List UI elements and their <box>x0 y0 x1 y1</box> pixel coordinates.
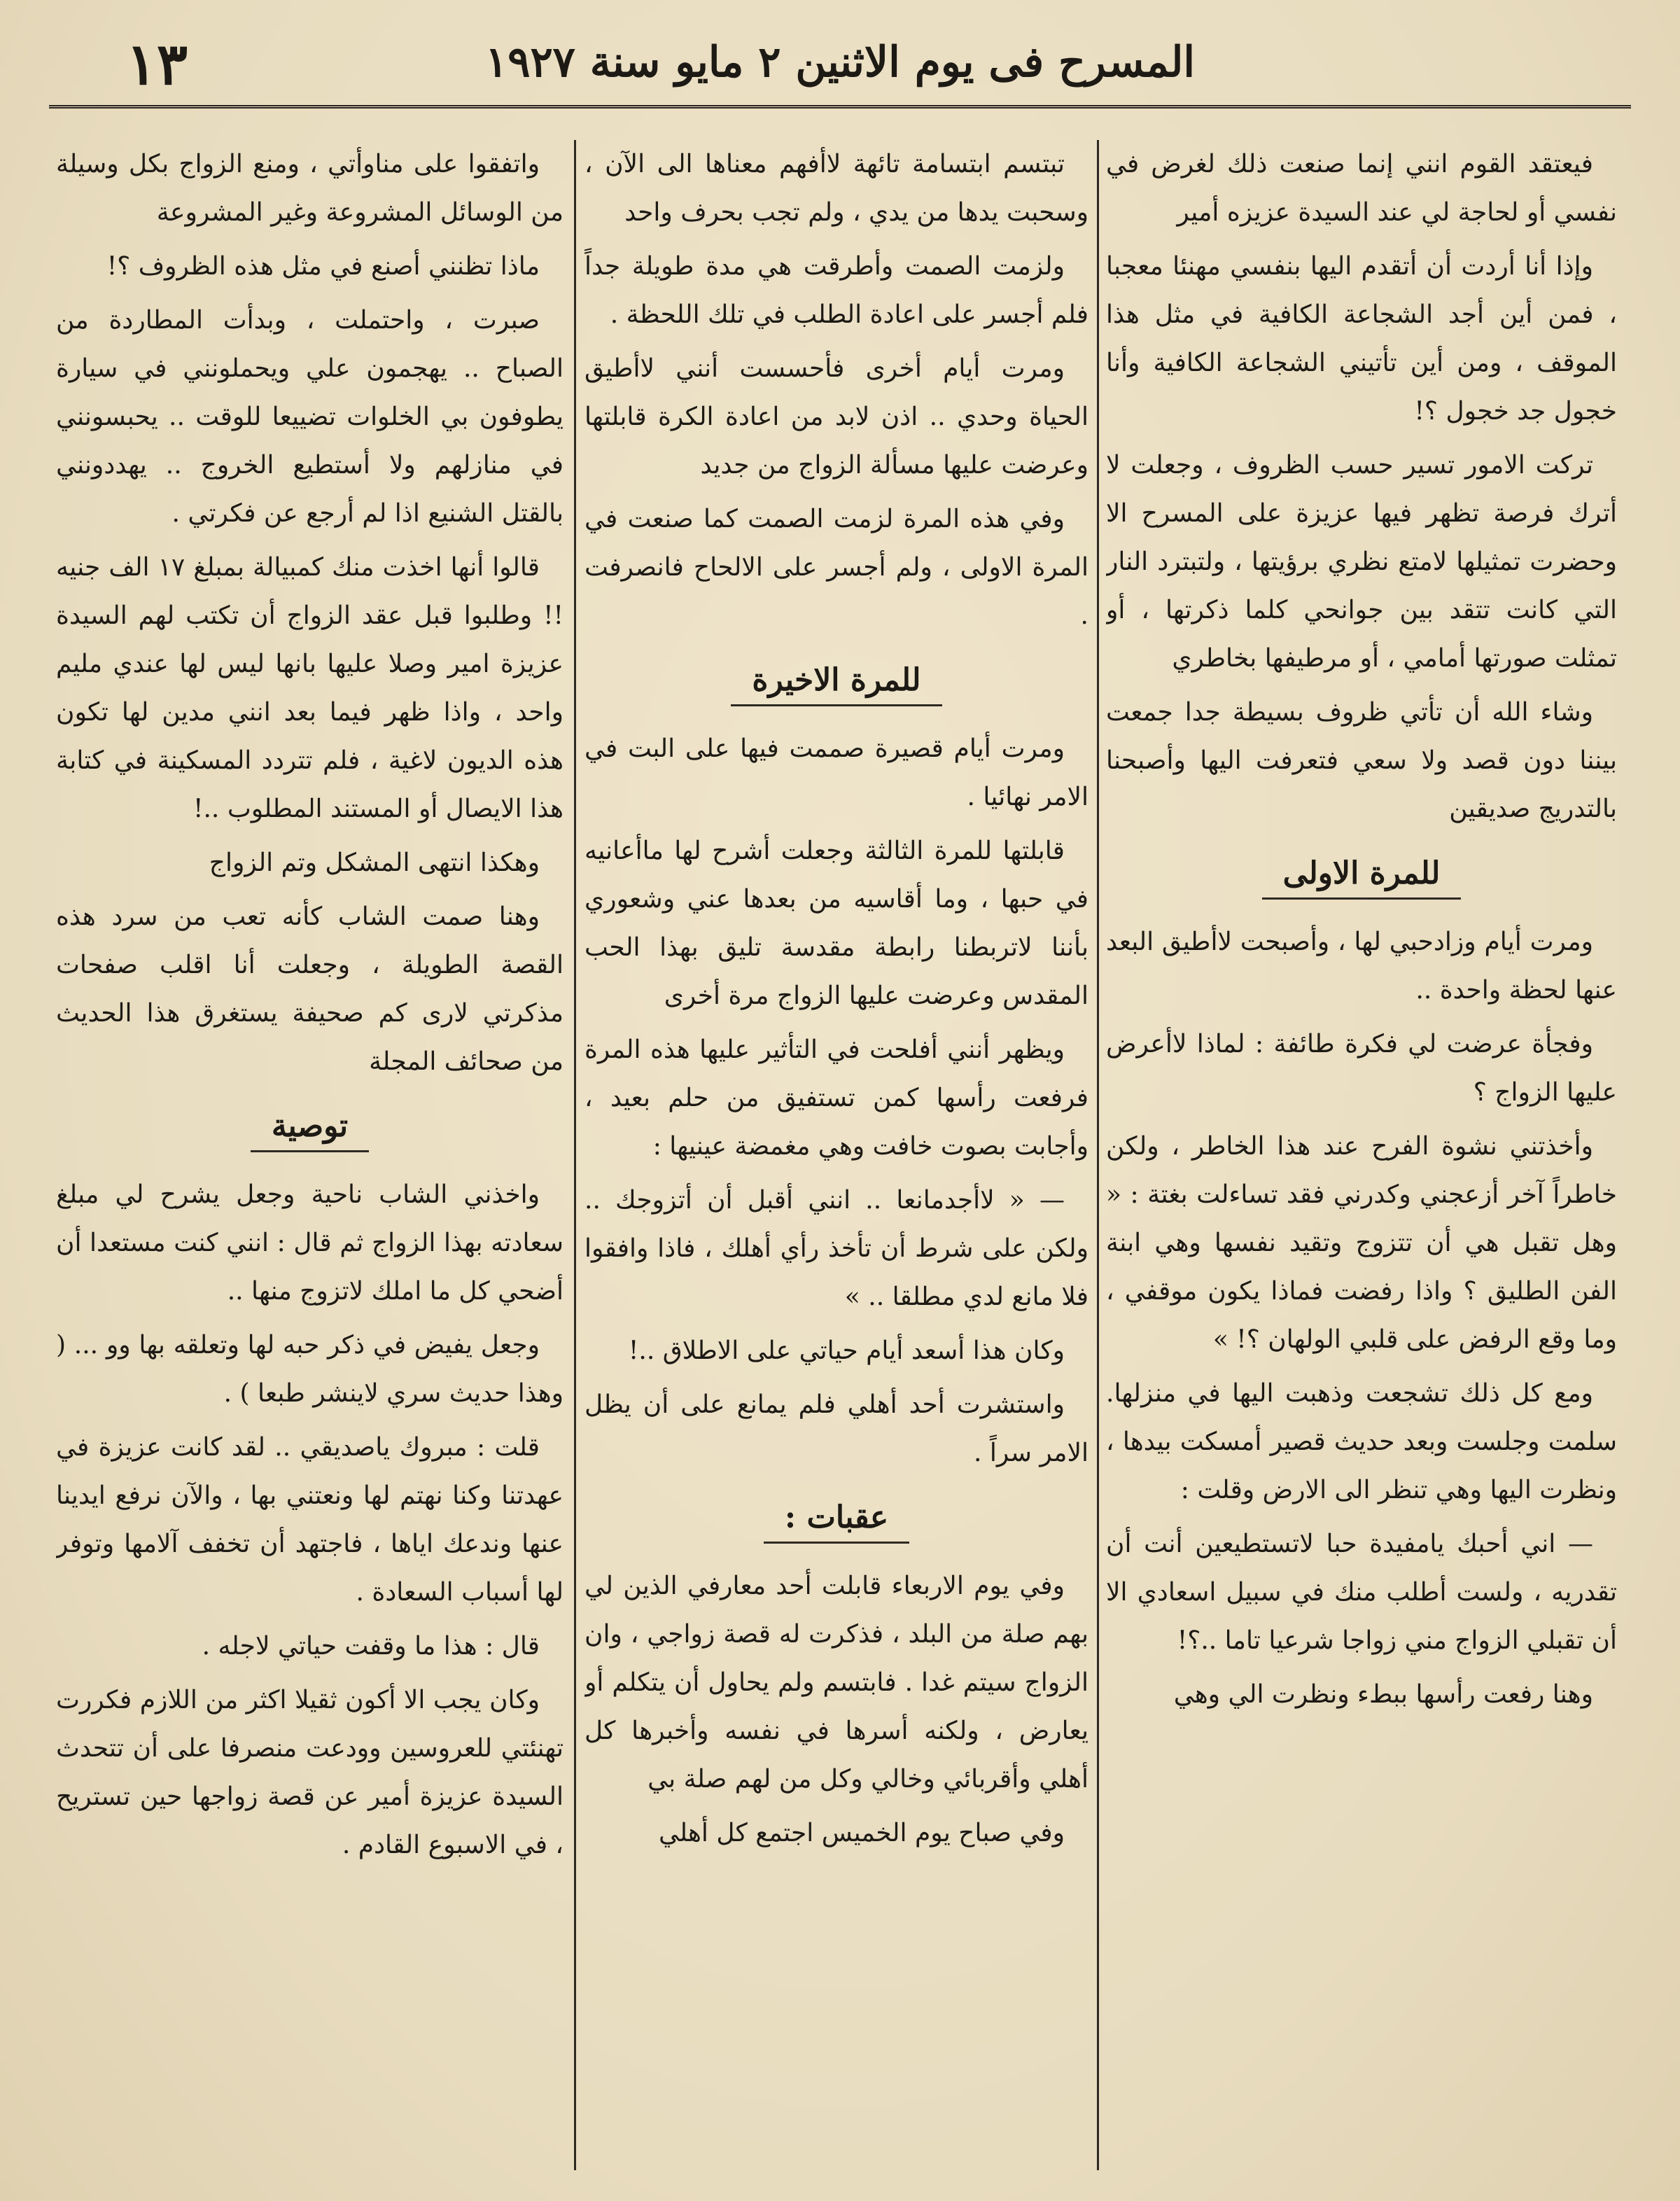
paragraph: وهنا صمت الشاب كأنه تعب من سرد هذه القصة الطويلة ، وجعلت أنا اقلب صفحات مذكرتي لارى كم صحيفة يستغرق هذا الحديث من صحائف المجلة <box>56 902 564 1076</box>
paragraph: قال : هذا ما وقفت حياتي لاجله . <box>202 1632 540 1661</box>
paragraph: — اني أحبك يامفيدة حبا لاتستطيعين أنت أن تقدريه ، ولست أطلب منك في سبيل اسعادي الا أن تقبلي الزواج مني زواجا شرعيا تاما ..؟! <box>1106 1530 1617 1655</box>
paragraph: واستشرت أحد أهلي فلم يمانع على أن يظل الامر سراً . <box>584 1390 1088 1467</box>
page-number: ۱۳ <box>126 31 188 98</box>
subheading-last-time <box>584 659 1088 706</box>
paragraph: ويظهر أنني أفلحت في التأثير عليها هذه المرة فرفعت رأسها كمن تستفيق من حلم بعيد ، وأجابت بصوت خافت وهي مغمضة عينيها : <box>584 1035 1088 1161</box>
header-title: المسرح فی یوم الاثنین ۲ مایو سنة ۱۹۲۷ <box>484 38 1196 87</box>
paragraph: وفي صباح يوم الخميس اجتمع كل أهلي <box>659 1819 1065 1847</box>
paragraph: وفجأة عرضت لي فكرة طائفة : لماذا لاأعرض عليها الزواج ؟ <box>1106 1030 1617 1107</box>
paragraph: واخذني الشاب ناحية وجعل يشرح لي مبلغ سعادته بهذا الزواج ثم قال : انني كنت مستعدا أن أضحي كل ما املك لاتزوج منها .. <box>56 1180 564 1306</box>
paragraph: وشاء الله أن تأتي ظروف بسيطة جدا جمعت بيننا دون قصد ولا سعي فتعرفت اليها وأصبحنا بالتدريج صديقين <box>1106 698 1617 823</box>
subheading-obstacles <box>584 1497 1088 1544</box>
column-left <box>56 140 564 2170</box>
paragraph: قلت : مبروك ياصديقي .. لقد كانت عزيزة في عهدتنا وكنا نهتم لها ونعتني بها ، والآن نرفع ايدينا عنها وندعك اياها ، فاجتهد أن تخفف آلامها وتوفر لها أسباب السعادة . <box>56 1433 564 1607</box>
paragraph: وجعل يفيض في ذكر حبه لها وتعلقه بها وو ... ( وهذا حديث سري لاينشر طبعا ) . <box>56 1331 564 1408</box>
column-middle <box>584 140 1088 2170</box>
subheading-recommendation <box>56 1105 564 1152</box>
paragraph: تبتسم ابتسامة تائهة لاأفهم معناها الى الآن ، وسحبت يدها من يدي ، ولم تجب بحرف واحد <box>584 150 1088 227</box>
header-rule <box>49 105 1631 109</box>
paragraph: صبرت ، واحتملت ، وبدأت المطاردة من الصباح .. يهجمون علي ويحملونني في سيارة يطوفون بي الخلوات تضييعا للوقت .. يحبسونني في منازلهم ولا أستطيع الخروج .. يهددونني بالقتل الشنيع اذا لم أرجع عن فكرتي . <box>56 306 564 528</box>
column-divider-right <box>1097 140 1099 2170</box>
paragraph: وهكذا انتهى المشكل وتم الزواج <box>209 848 540 877</box>
paragraph: وفي هذه المرة لزمت الصمت كما صنعت في المرة الاولى ، ولم أجسر على الالحاح فانصرفت . <box>584 505 1088 630</box>
page-header <box>49 28 1631 105</box>
paragraph: وكان هذا أسعد أيام حياتي على الاطلاق ..! <box>628 1336 1065 1365</box>
paragraph: ومرت أيام وزادحبي لها ، وأصبحت لاأطيق البعد عنها لحظة واحدة .. <box>1106 928 1617 1005</box>
subheading-text: عقبات : <box>764 1497 909 1544</box>
paragraph: — « لاأجدمانعا .. انني أقبل أن أتزوجك .. ولكن على شرط أن تأخذ رأي أهلك ، فاذا وافقوا فلا مانع لدي مطلقا .. » <box>584 1186 1088 1311</box>
column-divider-left <box>574 140 576 2170</box>
paragraph: ولزمت الصمت وأطرقت هي مدة طويلة جداً فلم أجسر على اعادة الطلب في تلك اللحظة . <box>584 252 1088 329</box>
paragraph: فيعتقد القوم انني إنما صنعت ذلك لغرض في نفسي أو لحاجة لي عند السيدة عزيزه أمير <box>1106 150 1617 227</box>
paragraph: ومرت أيام أخرى فأحسست أنني لاأطيق الحياة وحدي .. اذن لابد من اعادة الكرة قابلتها وعرضت عليها مسألة الزواج من جديد <box>584 354 1088 480</box>
subheading-text: للمرة الاخيرة <box>731 659 941 706</box>
subheading-text: توصية <box>251 1105 369 1152</box>
paragraph: وأخذتني نشوة الفرح عند هذا الخاطر ، ولكن خاطراً آخر أزعجني وكدرني فقد تساءلت بغتة : « وهل تقبل هي أن تتزوج وتقيد نفسها وهي ابنة الفن الطليق ؟ واذا رفضت فماذا يكون موقفي ، وما وقع الرفض على قلبي الولهان ؟! » <box>1106 1132 1617 1354</box>
paragraph: ماذا تظنني أصنع في مثل هذه الظروف ؟! <box>106 252 540 281</box>
paragraph: وكان يجب الا أكون ثقيلا اكثر من اللازم فكررت تهنئتي للعروسين وودعت منصرفا على أن تتحدث السيدة عزيزة أمير عن قصة زواجها حين تستريح ، في الاسبوع القادم . <box>56 1686 564 1859</box>
column-right <box>1106 140 1617 2170</box>
paragraph: واتفقوا على مناوأتي ، ومنع الزواج بكل وسيلة من الوسائل المشروعة وغير المشروعة <box>56 150 564 227</box>
paragraph: تركت الامور تسير حسب الظروف ، وجعلت لا أترك فرصة تظهر فيها عزيزة على المسرح الا وحضرت تمثيلها لامتع نظري برؤيتها ، ولتبترد النار التي كانت تتقد بين جوانحي كلما ذكرتها ، أو تمثلت صورتها أمامي ، أو مرطيفها بخاطري <box>1106 451 1617 673</box>
subheading-text: للمرة الاولى <box>1262 853 1462 900</box>
paragraph: وهنا رفعت رأسها ببطء ونظرت الي وهي <box>1173 1680 1593 1709</box>
paragraph: قالوا أنها اخذت منك كمبيالة بمبلغ ١٧ الف جنيه !! وطلبوا قبل عقد الزواج أن تكتب لهم السيدة عزيزة امير وصلا عليها بانها ليس لها عندي مليم واحد ، واذا ظهر فيما بعد انني مدين لها تكون هذه الديون لاغية ، فلم تتردد المسكينة في كتابة هذا الايصال أو المستند المطلوب ..! <box>56 553 564 823</box>
paragraph: وفي يوم الاربعاء قابلت أحد معارفي الذين لي بهم صلة من البلد ، فذكرت له قصة زواجي ، وان الزواج سيتم غدا . فابتسم ولم يحاول أن يتكلم أو يعارض ، ولكنه أسرها في نفسه وأخبرها كل أهلي وأقربائي وخالي وكل من لهم صلة بي <box>584 1572 1088 1794</box>
paragraph: وإذا أنا أردت أن أتقدم اليها بنفسي مهنئا معجبا ، فمن أين أجد الشجاعة الكافية في مثل هذا الموقف ، ومن أين تأتيني الشجاعة الكافية وأنا خجول جد خجول ؟! <box>1106 252 1617 426</box>
paragraph: ومرت أيام قصيرة صممت فيها على البت في الامر نهائيا . <box>584 734 1088 811</box>
paragraph: قابلتها للمرة الثالثة وجعلت أشرح لها ماأعانيه في حبها ، وما أقاسيه من بعدها عني وشعوري بأننا لاتربطنا رابطة مقدسة تليق بهذا الحب المقدس وعرضت عليها الزواج مرة أخرى <box>584 837 1088 1010</box>
subheading-first-time <box>1106 853 1617 900</box>
paragraph: ومع كل ذلك تشجعت وذهبت اليها في منزلها. سلمت وجلست وبعد حديث قصير أمسكت بيدها ، ونظرت اليها وهي تنظر الى الارض وقلت : <box>1106 1379 1617 1504</box>
